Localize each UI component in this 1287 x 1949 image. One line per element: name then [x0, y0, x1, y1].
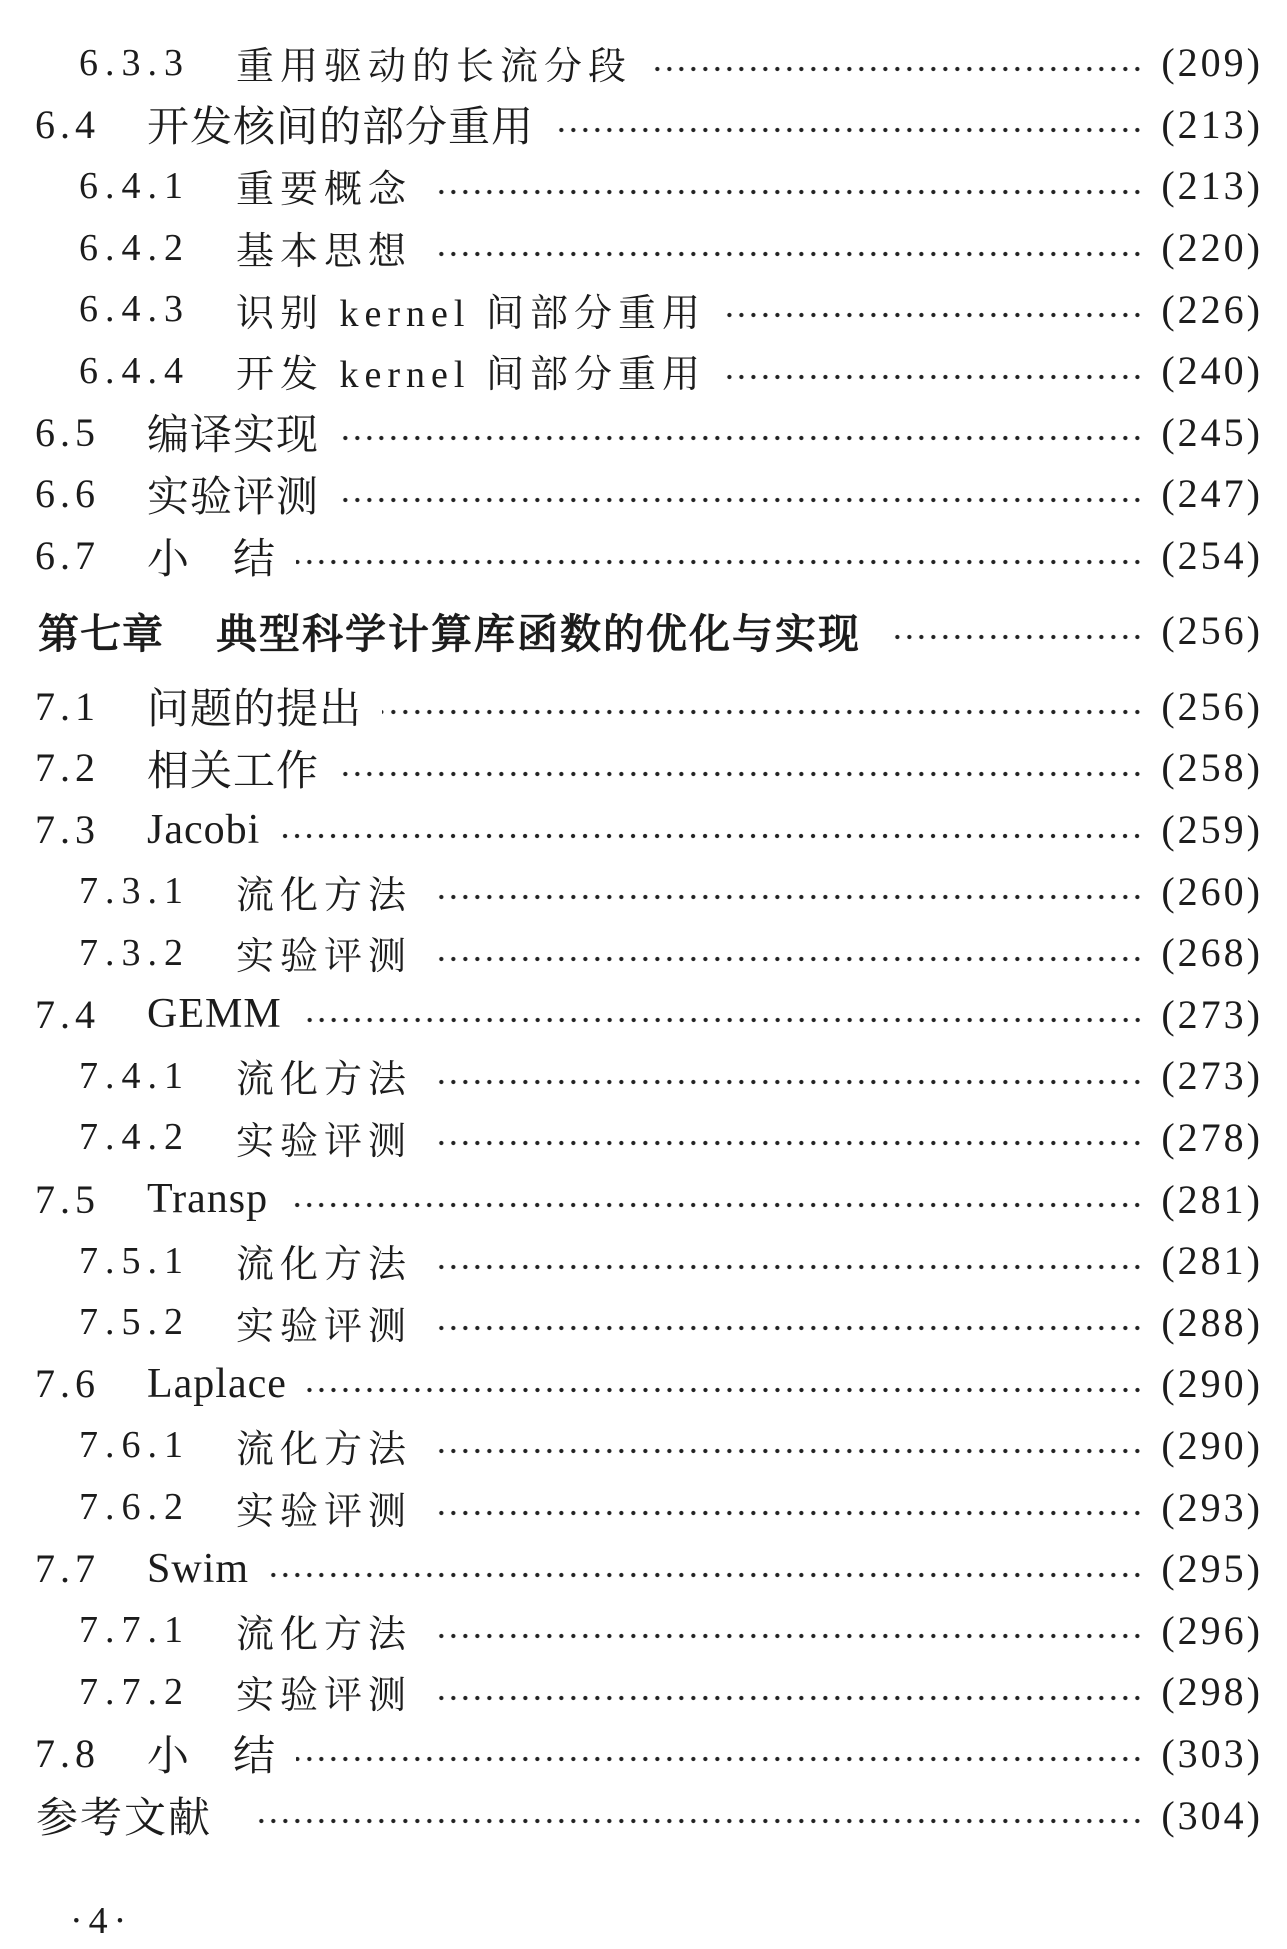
section-title: 流化方法 — [236, 1428, 413, 1471]
section-title: 识别 kernel 间部分重用 — [236, 292, 706, 335]
toc-entry-7-3 — [0, 799, 1287, 861]
toc-entry-6-5 — [0, 402, 1287, 464]
page-ref: (290) — [1161, 1361, 1263, 1407]
page-ref: (256) — [1161, 608, 1263, 654]
section-number: 7.5 — [35, 1176, 100, 1222]
section-title: 实验评测 — [236, 1120, 413, 1163]
dot-leader — [726, 371, 1143, 383]
section-number: 6.6 — [35, 471, 100, 517]
page-ref: (259) — [1161, 807, 1263, 853]
page-ref: (220) — [1161, 225, 1263, 271]
section-title: 流化方法 — [236, 1244, 413, 1287]
page-ref: (268) — [1161, 930, 1263, 976]
page-ref: (304) — [1161, 1792, 1263, 1838]
section-title: Laplace — [147, 1360, 287, 1407]
page-ref: (273) — [1161, 991, 1263, 1037]
dot-leader — [432, 891, 1143, 903]
section-title: 实验评测 — [236, 1305, 413, 1348]
section-title: 编译实现 — [147, 413, 320, 460]
section-number: 7.7.1 — [79, 1609, 190, 1652]
toc-entry-6-4-4 — [0, 340, 1287, 402]
section-number: 7.6.1 — [79, 1424, 190, 1467]
dot-leader — [307, 1384, 1143, 1396]
section-number: 7.6.2 — [79, 1486, 190, 1529]
section-number: 6.5 — [35, 409, 100, 455]
section-title: 流化方法 — [236, 1059, 413, 1102]
toc-entry-7-5-2 — [0, 1291, 1287, 1353]
page-ref: (273) — [1161, 1053, 1263, 1099]
section-title: 流化方法 — [236, 1613, 413, 1656]
dot-leader — [269, 1569, 1143, 1581]
dot-leader — [432, 1076, 1143, 1088]
dot-leader — [432, 248, 1143, 260]
section-title: Swim — [147, 1545, 250, 1592]
page-ref: (258) — [1161, 745, 1263, 791]
chapter-number: 第七章 — [38, 611, 164, 658]
page-ref: (247) — [1161, 471, 1263, 517]
section-title: 基本思想 — [236, 231, 413, 274]
section-number: 7.5.1 — [79, 1239, 190, 1282]
toc-entry-7-6 — [0, 1353, 1287, 1415]
toc-chapter-7 — [0, 586, 1287, 675]
dot-leader — [432, 1322, 1143, 1334]
dot-leader — [726, 309, 1143, 321]
dot-leader — [302, 1014, 1144, 1026]
page-ref: (281) — [1161, 1238, 1263, 1284]
section-title: Jacobi — [147, 806, 261, 853]
dot-leader — [296, 1753, 1143, 1765]
chapter-title: 典型科学计算库函数的优化与实现 — [216, 611, 861, 658]
page-number-footer: ·4· — [70, 1900, 133, 1942]
toc-entry-7-1 — [0, 676, 1287, 738]
toc-entry-references — [0, 1784, 1287, 1846]
page-ref: (293) — [1161, 1484, 1263, 1530]
section-number: 6.4.2 — [79, 226, 190, 269]
page-ref: (290) — [1161, 1422, 1263, 1468]
section-title: 流化方法 — [236, 874, 413, 917]
dot-leader — [288, 1199, 1143, 1211]
toc-entry-6-4 — [0, 94, 1287, 156]
toc-entry-7-6-2 — [0, 1476, 1287, 1538]
section-number: 7.4.1 — [79, 1054, 190, 1097]
toc-entry-7-7 — [0, 1538, 1287, 1600]
section-title: 相关工作 — [147, 748, 320, 795]
dot-leader — [432, 1692, 1143, 1704]
page-ref: (226) — [1161, 286, 1263, 332]
page-ref: (209) — [1161, 40, 1263, 86]
table-of-contents — [0, 32, 1287, 1846]
section-number: 7.3 — [35, 807, 100, 853]
page-ref: (295) — [1161, 1546, 1263, 1592]
dot-leader — [339, 432, 1143, 444]
section-number: 7.7 — [35, 1546, 100, 1592]
page-ref: (240) — [1161, 348, 1263, 394]
section-number: 7.4.2 — [79, 1116, 190, 1159]
toc-entry-6-6 — [0, 463, 1287, 525]
section-title: 问题的提出 — [147, 687, 363, 734]
section-number: 7.3.1 — [79, 870, 190, 913]
section-number: 6.3.3 — [79, 41, 190, 84]
dot-leader — [252, 1815, 1143, 1827]
dot-leader — [382, 706, 1143, 718]
dot-leader — [432, 1445, 1143, 1457]
section-title: Transp — [147, 1176, 269, 1223]
dot-leader — [554, 124, 1143, 136]
dot-leader — [432, 1137, 1143, 1149]
section-number: 7.6 — [35, 1361, 100, 1407]
toc-entry-6-7 — [0, 525, 1287, 587]
page-ref: (213) — [1161, 163, 1263, 209]
section-title: 实验评测 — [147, 474, 320, 521]
page-ref: (303) — [1161, 1730, 1263, 1776]
toc-entry-7-6-1 — [0, 1415, 1287, 1477]
dot-leader — [432, 1261, 1143, 1273]
section-title: 小 结 — [147, 1734, 277, 1781]
section-number: 6.4.4 — [79, 349, 190, 392]
toc-entry-7-5 — [0, 1168, 1287, 1230]
section-title: 重用驱动的长流分段 — [236, 46, 633, 89]
section-title: 实验评测 — [236, 1675, 413, 1718]
toc-entry-7-7-2 — [0, 1661, 1287, 1723]
page-ref: (260) — [1161, 868, 1263, 914]
section-number: 7.3.2 — [79, 931, 190, 974]
toc-entry-6-4-3 — [0, 278, 1287, 340]
section-number: 6.7 — [35, 533, 100, 579]
page-ref: (281) — [1161, 1176, 1263, 1222]
toc-entry-7-3-1 — [0, 860, 1287, 922]
page-ref: (278) — [1161, 1114, 1263, 1160]
section-title: 开发核间的部分重用 — [147, 105, 535, 152]
section-title: 实验评测 — [236, 1490, 413, 1533]
toc-entry-7-7-1 — [0, 1599, 1287, 1661]
toc-entry-6-4-2 — [0, 217, 1287, 279]
dot-leader — [432, 953, 1143, 965]
dot-leader — [280, 830, 1143, 842]
section-number: 7.1 — [35, 683, 100, 729]
dot-leader — [296, 556, 1143, 568]
dot-leader — [893, 631, 1143, 643]
toc-entry-7-2 — [0, 737, 1287, 799]
dot-leader — [652, 63, 1143, 75]
section-number: 6.4 — [35, 101, 100, 147]
toc-entry-7-3-2 — [0, 922, 1287, 984]
dot-leader — [432, 1507, 1143, 1519]
references-title: 参考文献 — [36, 1796, 213, 1843]
page-ref: (256) — [1161, 683, 1263, 729]
section-number: 6.4.1 — [79, 164, 190, 207]
section-title: GEMM — [147, 991, 282, 1038]
toc-entry-7-4-1 — [0, 1045, 1287, 1107]
toc-entry-7-4-2 — [0, 1107, 1287, 1169]
section-number: 7.5.2 — [79, 1301, 190, 1344]
toc-entry-7-4 — [0, 984, 1287, 1046]
section-title: 小 结 — [147, 536, 277, 583]
toc-entry-6-4-1 — [0, 155, 1287, 217]
section-title: 开发 kernel 间部分重用 — [236, 354, 706, 397]
section-number: 7.7.2 — [79, 1670, 190, 1713]
toc-entry-7-5-1 — [0, 1230, 1287, 1292]
dot-leader — [339, 768, 1143, 780]
section-number: 6.4.3 — [79, 288, 190, 331]
page-ref: (254) — [1161, 533, 1263, 579]
section-title: 重要概念 — [236, 169, 413, 212]
section-number: 7.2 — [35, 745, 100, 791]
section-title: 实验评测 — [236, 936, 413, 979]
dot-leader — [432, 1630, 1143, 1642]
dot-leader — [339, 494, 1143, 506]
page-ref: (245) — [1161, 409, 1263, 455]
page-ref: (298) — [1161, 1669, 1263, 1715]
section-number: 7.8 — [35, 1730, 100, 1776]
section-number: 7.4 — [35, 991, 100, 1037]
toc-entry-6-3-3 — [0, 32, 1287, 94]
page-ref: (296) — [1161, 1607, 1263, 1653]
page-ref: (288) — [1161, 1299, 1263, 1345]
dot-leader — [432, 186, 1143, 198]
page-ref: (213) — [1161, 101, 1263, 147]
toc-entry-7-8 — [0, 1723, 1287, 1785]
